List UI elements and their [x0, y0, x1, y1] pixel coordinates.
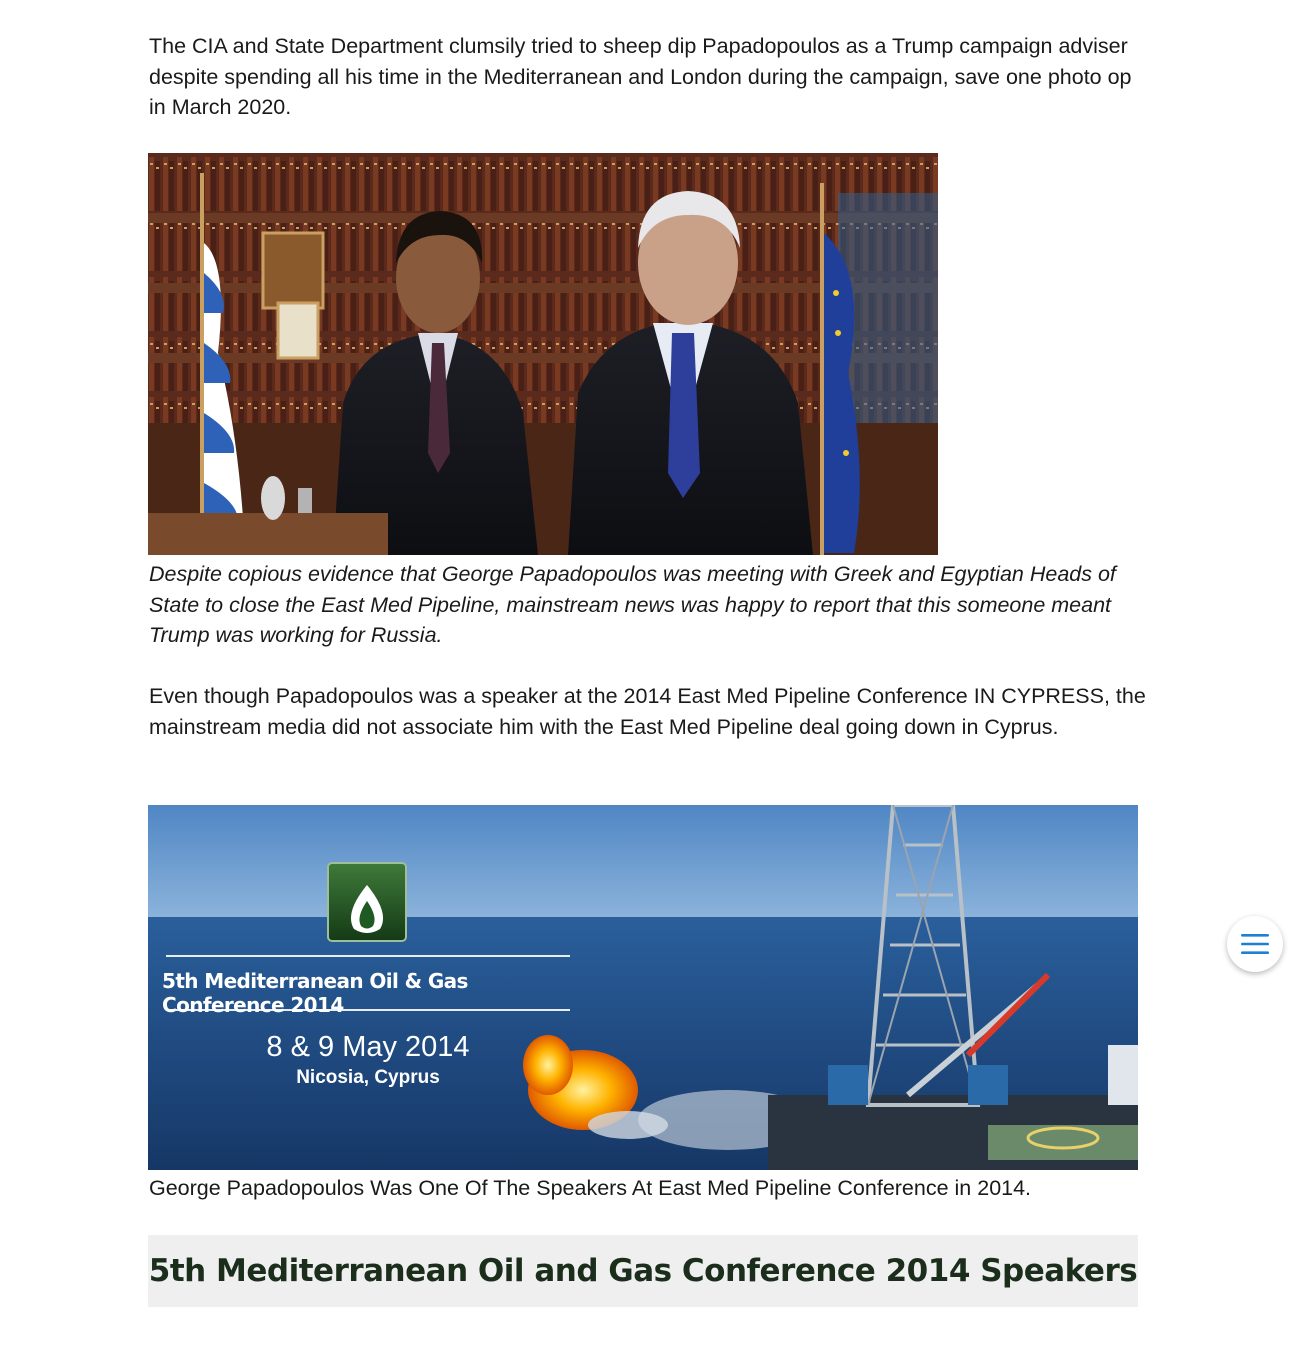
banner-caption: George Papadopoulos Was One Of The Speakers At East Med Pipeline Conference in 2014. — [149, 1176, 1032, 1200]
menu-button[interactable] — [1227, 916, 1283, 972]
paragraph-cypress-conference: Even though Papadopoulos was a speaker at the 2014 East Med Pipeline Conference IN CYPRESS, the mainstream media did not associate him with the East Med Pipeline deal going down in Cyprus. — [149, 684, 1146, 739]
conference-banner — [148, 805, 1138, 1170]
banner-conference-title: 5th Mediterranean Oil & Gas Conference 2014 — [162, 969, 468, 1017]
paragraph-sheep-dip: The CIA and State Department clumsily tried to sheep dip Papadopoulos as a Trump campaign adviser despite spending all his time in the Mediterranean and London during the campaign, save one photo op in March 2020. — [149, 34, 1132, 119]
photo-caption: Despite copious evidence that George Papadopoulos was meeting with Greek and Egyptian Heads of State to close the East Med Pipeline, mainstream news was happy to report that this someone meant Trump was working for Russia. — [149, 562, 1116, 647]
banner-dates: 8 & 9 May 2014 — [266, 1031, 470, 1063]
banner-location: Nicosia, Cyprus — [296, 1067, 440, 1088]
speakers-heading-block — [148, 1235, 1138, 1307]
speakers-heading: 5th Mediterranean Oil and Gas Conference 2014 Speakers — [148, 1253, 1138, 1289]
photo-papadopoulos-meeting — [148, 153, 938, 555]
hamburger-menu-icon — [1241, 933, 1269, 955]
